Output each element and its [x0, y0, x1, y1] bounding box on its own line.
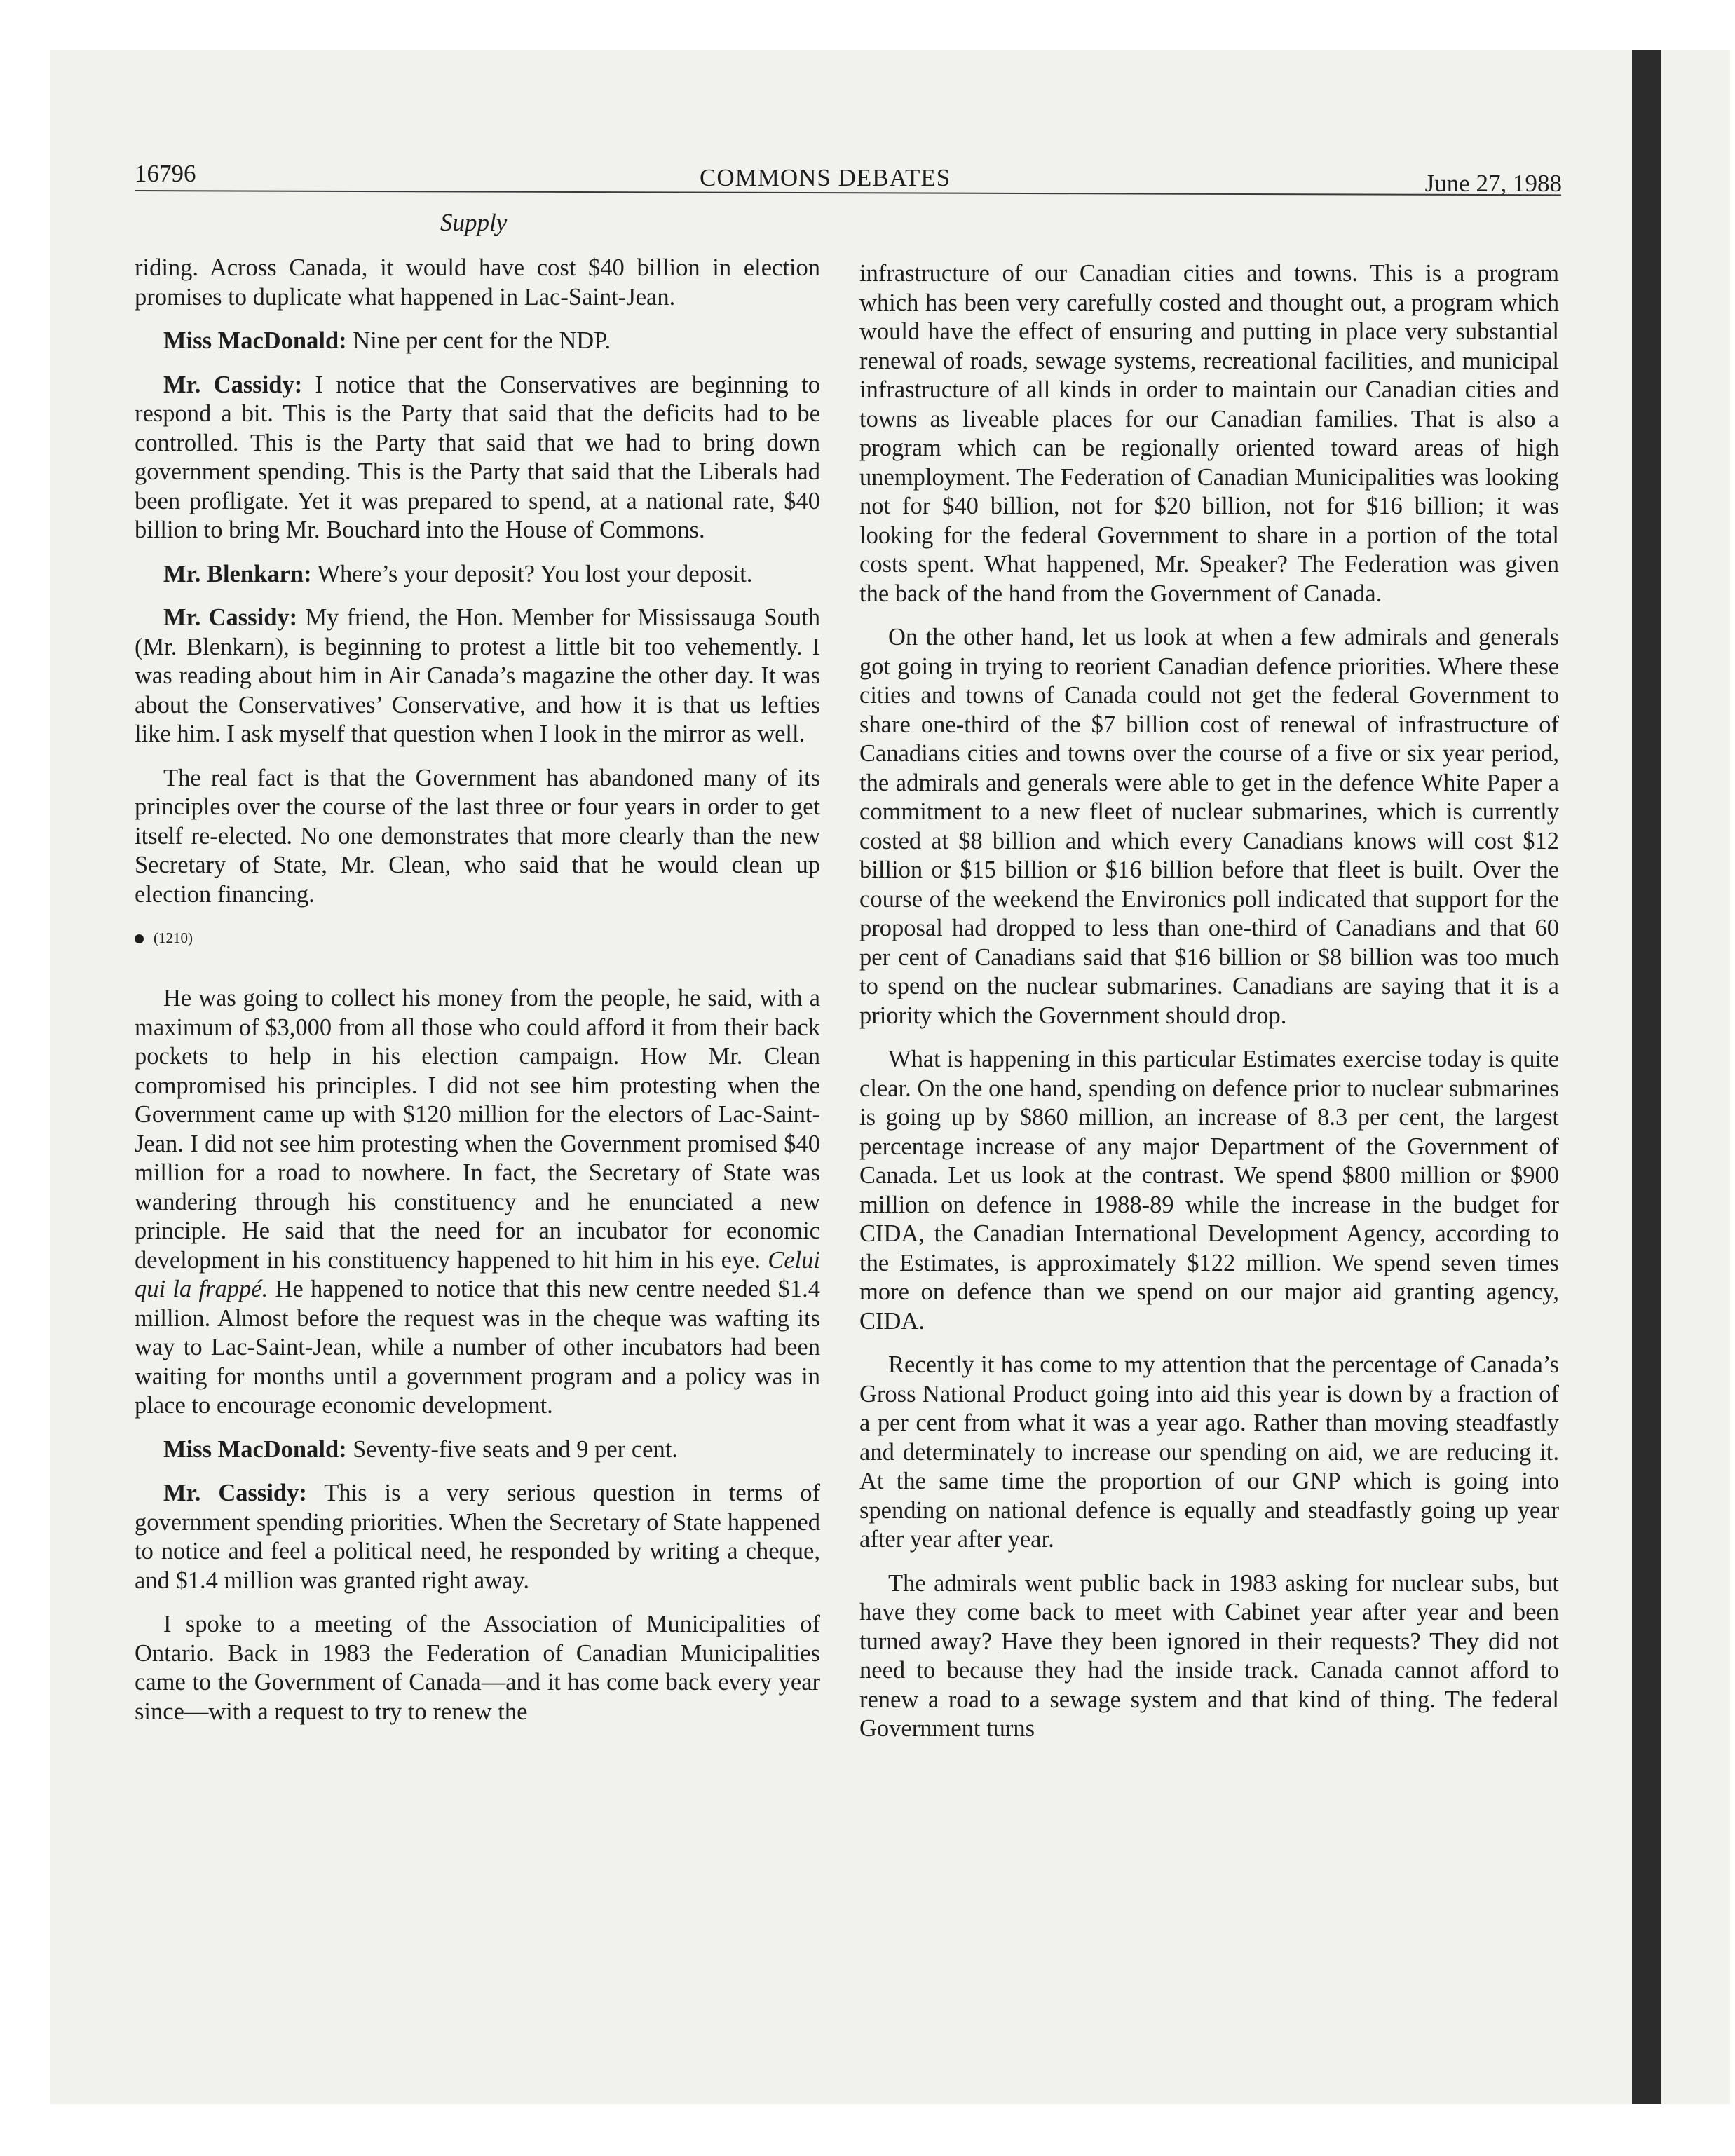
page-edge-shadow — [1632, 50, 1661, 2104]
page-number: 16796 — [135, 160, 196, 187]
speech-text: Nine per cent for the NDP. — [346, 327, 611, 354]
italic-phrase: Celui qui la frappé. — [135, 1246, 820, 1302]
paragraph: The real fact is that the Government has abandoned many of its principles over the course of the last three or four years in order to get itself re-elected. No one demonstrates that more clearly than the new Secretary of State, Mr. Clean, who said that he would clean up election financing. — [135, 764, 820, 908]
speech-text: I notice that the Conservatives are beginning to respond a bit. This is the Party that said that the deficits had to be controlled. This is the Party that said that we had to bring down government spending. This is the Party that said that the Liberals had been profligate. Yet it was prepared to spend, at a national rate, $40 billion to bring Mr. Bouchard into the House of Commons. — [135, 371, 820, 543]
speaker-name: Mr. Cassidy: — [163, 371, 303, 398]
speaker-name: Miss MacDonald: — [163, 1435, 347, 1463]
speech-paragraph — [135, 371, 820, 545]
speaker-name: Mr. Cassidy: — [163, 604, 298, 631]
paragraph: The admirals went public back in 1983 asking for nuclear subs, but have they come back to meet with Cabinet year after year and been turned away? Have they been ignored in their requests? They did not need to because they had the inside track. Canada cannot afford to renew a road to a sewage system and that kind of thing. The federal Government turns — [859, 1569, 1559, 1742]
paragraph: What is happening in this particular Estimates exercise today is quite clear. On the one hand, spending on defence prior to nuclear submarines is going up by $860 million, an increase of 8.3 per cent, the largest percentage increase of any major Department of the Government of Canada. Let us look at the contrast. We spend $800 million or $900 million on defence in 1988-89 while the increase in the budget for CIDA, the Canadian International Development Agency, according to the Estimates, is approximately $122 million. We spend seven times more on defence than we spend on our major aid granting agency, CIDA. — [859, 1046, 1559, 1335]
speech-paragraph — [135, 327, 820, 356]
section-heading: Supply — [440, 209, 508, 236]
speech-paragraph — [135, 603, 820, 749]
speaker-name: Miss MacDonald: — [163, 327, 347, 354]
paragraph: riding. Across Canada, it would have cost $40 billion in election promises to duplicate what happened in Lac-Saint-Jean. — [135, 254, 820, 311]
time-marker — [135, 924, 820, 952]
page-date: June 27, 1988 — [1424, 170, 1562, 197]
speech-text: Seventy-five seats and 9 per cent. — [346, 1435, 678, 1463]
paragraph — [135, 984, 820, 1421]
paragraph: On the other hand, let us look at when a few admirals and generals got going in trying to reorient Canadian defence priorities. Where these cities and towns of Canada could not get the federal Government to share one-third of the $7 billion cost of renewal of infrastructure of Canadians cities and towns over the course of a five or six year period, the admirals and generals were able to get in the defence White Paper a commitment to a new fleet of nuclear submarines, which is currently costed at $8 billion and which every Canadians knows will cost $12 billion or $15 billion or $16 billion before that fleet is built. Over the course of the weekend the Environics poll indicated that support for the proposal had dropped to less than one-third of Canadians and that 60 per cent of Canadians said that $16 billion or $8 billion was too much to spend on the nuclear submarines. Canadians are saying that it is a priority which the Government should drop. — [859, 624, 1559, 1029]
time-marker-text: (1210) — [154, 929, 193, 946]
speech-paragraph — [135, 1435, 820, 1465]
paragraph: infrastructure of our Canadian cities and towns. This is a program which has been very carefully costed and thought out, a program which would have the effect of ensuring and putting in place very substantial renewal of roads, sewage systems, recreational facilities, and municipal infrastructure of all kinds in order to maintain our Canadian cities and towns as liveable places for our Canadian families. That is also a program which can be regionally oriented toward areas of high unemployment. The Federation of Canadian Municipalities was looking not for $40 billion, not for $20 billion, not for $16 billion; it was looking for the federal Government to share in a portion of the total costs spent. What happened, Mr. Speaker? The Federation was given the back of the hand from the Government of Canada. — [859, 260, 1559, 607]
speaker-name: Mr. Cassidy: — [163, 1480, 307, 1506]
paragraph: Recently it has come to my attention that the percentage of Canada’s Gross National Product going into aid this year is down by a fraction of a per cent from what it was a year ago. Rather than moving steadfastly and determinately to increase our spending on aid, we are reducing it. At the same time the proportion of our GNP which is going into spending on national defence is equally and steadfastly going up year after year after year. — [859, 1351, 1559, 1553]
speech-text: Where’s your deposit? You lost your deposit. — [311, 560, 753, 587]
left-column — [135, 254, 820, 1741]
running-title: COMMONS DEBATES — [700, 164, 951, 191]
speaker-name: Mr. Blenkarn: — [163, 560, 312, 587]
paragraph-text: He was going to collect his money from the people, he said, with a maximum of $3,000 from all those who could afford it from their back pockets to help in his election campaign. How Mr. Clean compromised his principles. I did not see him protesting when the Government came up with $120 million for the electors of Lac-Saint-Jean. I did not see him protesting when the Government promised $40 million for a road to nowhere. In fact, the Secretary of State was wandering through his constituency and he enunciated a new principle. He said that the need for an incubator for economic development in his constituency happened to hit him in his eye. — [135, 985, 820, 1274]
bullet-icon — [135, 934, 144, 943]
paragraph: I spoke to a meeting of the Association of Municipalities of Ontario. Back in 1983 the Federation of Canadian Municipalities came to the Government of Canada—and it has come back every year since—with a request to try to renew the — [135, 1611, 820, 1725]
speech-paragraph — [135, 560, 820, 589]
right-column — [859, 259, 1559, 1759]
paragraph-text: He happened to notice that this new centre needed $1.4 million. Almost before the request was in the cheque was wafting its way to Lac-Saint-Jean, while a number of other incubators had been waiting for months until a government program and a policy was in place to encourage economic development. — [135, 1276, 820, 1419]
speech-paragraph — [135, 1479, 820, 1595]
speech-text: My friend, the Hon. Member for Mississauga South (Mr. Blenkarn), is beginning to protest a little bit too vehemently. I was reading about him in Air Canada’s magazine the other day. It was about the Conservatives’ Conservative, and how it is that us lefties like him. I ask myself that question when I look in the mirror as well. — [135, 604, 820, 747]
speech-text: This is a very serious question in terms of government spending priorities. When the Secretary of State happened to notice and feel a political need, he responded by writing a cheque, and $1.4 million was granted right away. — [135, 1480, 820, 1594]
